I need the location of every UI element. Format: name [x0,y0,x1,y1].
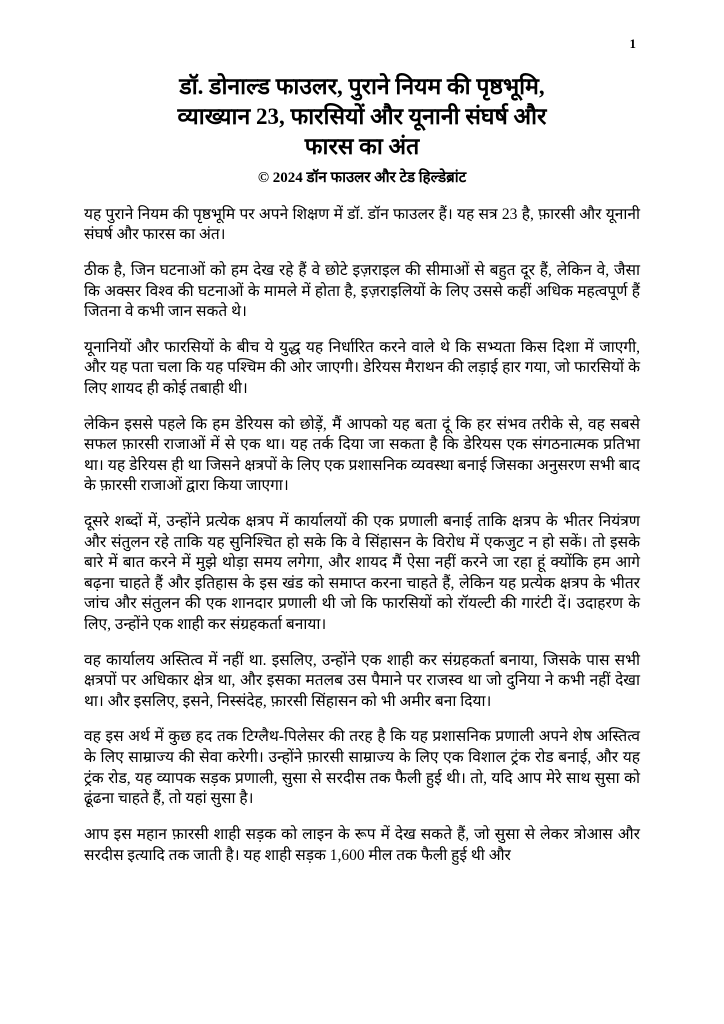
page-number: 1 [629,36,636,51]
document-title [84,72,640,162]
paragraph: यूनानियों और फारसियों के बीच ये युद्ध यह निर्धारित करने वाले थे कि सभ्यता किस दिशा में जाएगी, और यह पता चला कि यह पश्चिम की ओर जाएगी। डेरियस मैराथन की लड़ाई हार गया, जो फारसियों के लिए शायद ही कोई तबाही थी। [84,338,640,397]
paragraph: यह पुराने नियम की पृष्ठभूमि पर अपने शिक्षण में डॉ. डॉन फाउलर हैं। यह सत्र 23 है, फ़ारसी और यूनानी संघर्ष और फारस का अंत। [84,205,640,244]
document-body [84,205,640,866]
paragraph: दूसरे शब्दों में, उन्होंने प्रत्येक क्षत्रप में कार्यालयों की एक प्रणाली बनाई ताकि क्षत्रप के भीतर नियंत्रण और संतुलन रहे ताकि यह सुनिश्चित हो सके कि वे सिंहासन के विरोध में एकजुट न हो सकें। तो इसके बारे में बात करने में मुझे थोड़ा समय लगेगा, और शायद मैं ऐसा नहीं करने जा रहा हूं क्योंकि हम आगे बढ़ना चाहते हैं और इतिहास के इस खंड को समाप्त करना चाहते हैं, लेकिन यह प्रत्येक क्षत्रप के भीतर जांच और संतुलन की एक शानदार प्रणाली थी जो कि फारसियों को रॉयल्टी की गारंटी दें। उदाहरण के लिए, उन्होंने एक शाही कर संग्रहकर्ता बनाया। [84,512,640,634]
paragraph: वह इस अर्थ में कुछ हद तक टिग्लैथ-पिलेसर की तरह है कि यह प्रशासनिक प्रणाली अपने शेष अस्तित्व के लिए साम्राज्य की सेवा करेगी। उन्होंने फ़ारसी साम्राज्य के लिए एक विशाल ट्रंक रोड बनाई, और यह ट्रंक रोड, यह व्यापक सड़क प्रणाली, सुसा से सरदीस तक फैली हुई थी। तो, यदि आप मेरे साथ सुसा को ढूंढना चाहते हैं, तो यहां सुसा है। [84,728,640,808]
copyright-line: © 2024 डॉन फाउलर और टेड हिल्डेब्रांट [257,169,467,186]
paragraph: आप इस महान फ़ारसी शाही सड़क को लाइन के रूप में देख सकते हैं, जो सुसा से लेकर त्रोआस और सरदीस इत्यादि तक जाती है। यह शाही सड़क 1,600 मील तक फैली हुई थी और [84,825,640,864]
title-line-1: डॉ. डोनाल्ड फाउलर, पुराने नियम की पृष्ठभूमि, [179,74,545,99]
paragraph: वह कार्यालय अस्तित्व में नहीं था. इसलिए, उन्होंने एक शाही कर संग्रहकर्ता बनाया, जिसके पास सभी क्षत्रपों पर अधिकार क्षेत्र था, और इसका मतलब उस पैमाने पर राजस्व था जो दुनिया ने कभी नहीं देखा था। और इसलिए, इसने, निस्संदेह, फ़ारसी सिंहासन को भी अमीर बना दिया। [84,651,640,710]
title-line-3: फारस का अंत [304,133,420,159]
title-line-2: व्याख्यान 23, फारसियों और यूनानी संघर्ष और [177,103,547,129]
paragraph: लेकिन इससे पहले कि हम डेरियस को छोड़ें, मैं आपको यह बता दूं कि हर संभव तरीके से, वह सबसे सफल फ़ारसी राजाओं में से एक था। यह तर्क दिया जा सकता है कि डेरियस एक संगठनात्मक प्रतिभा था। यह डेरियस ही था जिसने क्षत्रपों के लिए एक प्रशासनिक व्यवस्था बनाई जिसका अनुसरण सभी बाद के फ़ारसी राजाओं द्वारा किया जाएगा। [84,415,640,495]
paragraph: ठीक है, जिन घटनाओं को हम देख रहे हैं वे छोटे इज़राइल की सीमाओं से बहुत दूर हैं, लेकिन वे, जैसा कि अक्सर विश्व की घटनाओं के मामले में होता है, इज़राइलियों के लिए उससे कहीं अधिक महत्वपूर्ण हैं जितना वे कभी जान सकते थे। [84,261,640,321]
